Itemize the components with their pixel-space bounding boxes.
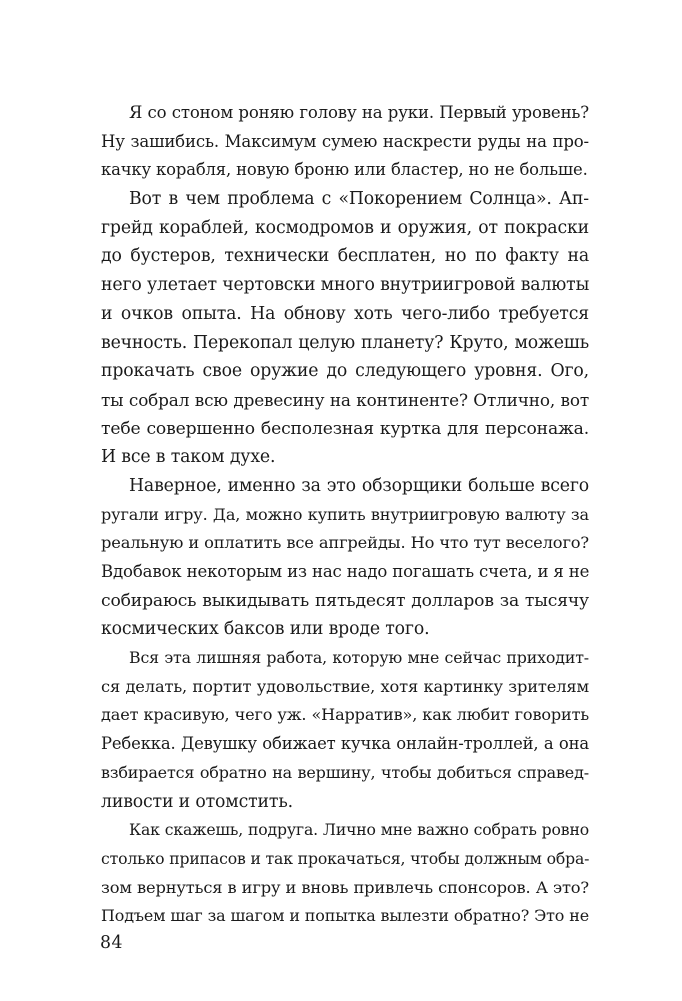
text-line: реальную и оплатить все апгрейды. Но что тут веселого? — [101, 533, 589, 553]
text-line: Вся эта лишняя работа, которую мне сейчас приходит- — [129, 648, 589, 668]
text-line: зом вернуться в игру и вновь привлечь спонсоров. А это? — [101, 877, 589, 897]
text-line: Я со стоном роняю голову на руки. Первый уровень? — [129, 103, 589, 122]
page-number: 84 — [100, 933, 123, 953]
text-line: тебе совершенно бесполезная куртка для персонажа. — [101, 418, 589, 439]
text-line: и очков опыта. На обнову хоть чего-либо требуется — [101, 303, 589, 324]
text-line: Вот в чем проблема с «Покорением Солнца». Ап- — [129, 189, 589, 210]
text-line: столько припасов и так прокачаться, чтобы должным обра- — [101, 848, 590, 868]
text-line: дает красивую, чего уж. «Нарратив», как любит говорить — [101, 705, 589, 725]
text-line: Вдобавок некоторым из нас надо погашать счета, и я не — [101, 562, 590, 581]
text-line: качку корабля, новую броню или бластер, но не больше. — [101, 160, 588, 180]
text-line: ругали игру. Да, можно купить внутриигровую валюту за — [101, 504, 589, 524]
text-line: Ну зашибись. Максимум сумею наскрести руды на про- — [101, 131, 589, 151]
text-line: собираюсь выкидывать пятьдесят долларов за тысячу — [101, 590, 589, 611]
body-text — [101, 99, 589, 931]
text-line: Ребекка. Девушку обижает кучка онлайн-троллей, а она — [101, 734, 589, 754]
text-line: до бустеров, технически бесплатен, но по факту на — [101, 246, 589, 267]
text-line: Подъем шаг за шагом и попытка вылезти обратно? Это не — [101, 906, 589, 926]
text-line: грейд кораблей, космодромов и оружия, от покраски — [101, 217, 589, 238]
text-line: ливости и отомстить. — [101, 791, 293, 812]
text-line: Как скажешь, подруга. Лично мне важно собрать ровно — [129, 820, 589, 840]
text-line: прокачать свое оружие до следующего уровня. Ого, — [101, 361, 589, 382]
text-line: космических баксов или вроде того. — [101, 619, 430, 640]
text-line: взбирается обратно на вершину, чтобы добиться справед- — [101, 762, 589, 782]
text-line: ты собрал всю древесину на континенте? Отлично, вот — [101, 389, 589, 410]
text-line: И все в таком духе. — [101, 447, 276, 468]
text-line: вечность. Перекопал целую планету? Круто, можешь — [101, 332, 589, 353]
text-line: Наверное, именно за это обзорщики больше всего — [129, 475, 589, 496]
text-line: него улетает чертовски много внутриигровой валюты — [101, 275, 590, 296]
text-line: ся делать, портит удовольствие, хотя картинку зрителям — [101, 676, 589, 696]
